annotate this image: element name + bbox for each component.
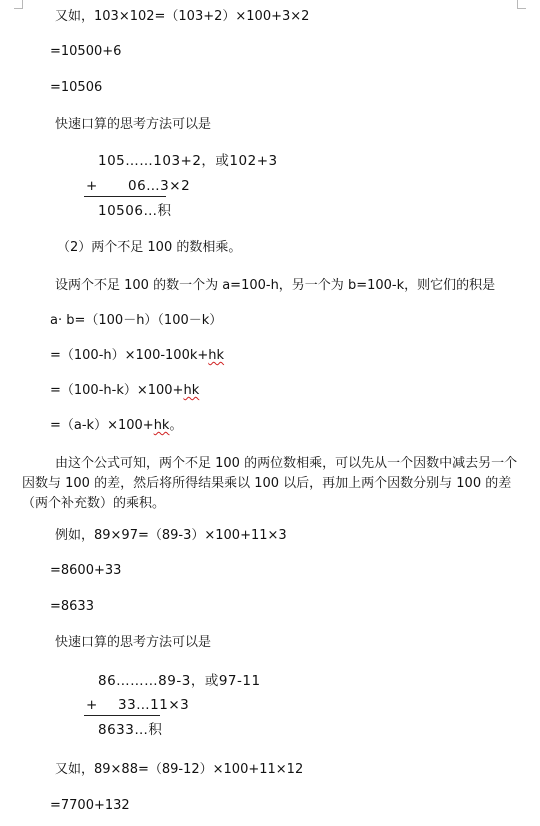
calc1-result: 10506…积 (98, 203, 172, 219)
equation-result: =8633 (50, 599, 94, 614)
equation-result: =10506 (50, 80, 103, 95)
formula-line-1: a· b=（100－h）（100－k） (50, 313, 223, 328)
calc2-line-a: 86………89-3，或97-11 (98, 673, 261, 689)
calc1-plus-sign: + (86, 178, 98, 194)
calc2-plus-sign: + (86, 697, 98, 713)
calc1-line-b: 06…3×2 (128, 178, 191, 194)
spellcheck-hk: hk (208, 348, 225, 363)
method-intro: 快速口算的思考方法可以是 (55, 117, 212, 132)
formula-line-3-main: =（100-h-k）×100+ (50, 383, 184, 398)
formula-line-3 (50, 383, 199, 399)
equation-step: =8600+33 (50, 563, 122, 578)
example-line-2: 例如，89×97=（89-3）×100+11×3 (55, 528, 287, 543)
spellcheck-hk: hk (183, 383, 200, 398)
formula-line-4 (50, 418, 182, 434)
explanation-paragraph: 由这个公式可知，两个不足 100 的两位数相乘，可以先从一个因数中减去另一个因数与 100 的差，然后将所得结果乘以 100 以后，再加上两个因数分别与 100 的差（两个补充数）的乘积。 (22, 456, 518, 511)
assumption-line: 设两个不足 100 的数一个为 a=100-h，另一个为 b=100-k，则它们的积是 (55, 278, 496, 293)
calc2-result: 8633…积 (98, 722, 163, 738)
formula-line-2-main: =（100-h）×100-100k+ (50, 348, 209, 363)
calc2-line-b: 33…11×3 (118, 697, 190, 713)
page-corner-mark-right (517, 0, 526, 9)
calc2-sum-rule (84, 715, 160, 716)
page-corner-mark-left (14, 0, 23, 9)
spellcheck-hk: hk (153, 418, 170, 433)
equation-step: =7700+132 (50, 798, 130, 813)
equation-step: =10500+6 (50, 44, 122, 59)
formula-line-4-main: =（a-k）×100+ (50, 418, 154, 433)
calc1-sum-rule (84, 196, 166, 197)
method-intro: 快速口算的思考方法可以是 (55, 635, 212, 650)
example-line-1: 又如，103×102=（103+2）×100+3×2 (55, 9, 310, 24)
formula-line-4-end: 。 (169, 418, 183, 433)
example-line-3: 又如，89×88=（89-12）×100+11×12 (55, 762, 304, 777)
formula-line-2 (50, 348, 224, 364)
calc1-line-a: 105……103+2，或102+3 (98, 153, 278, 169)
section-heading: （2）两个不足 100 的数相乘。 (57, 240, 242, 255)
